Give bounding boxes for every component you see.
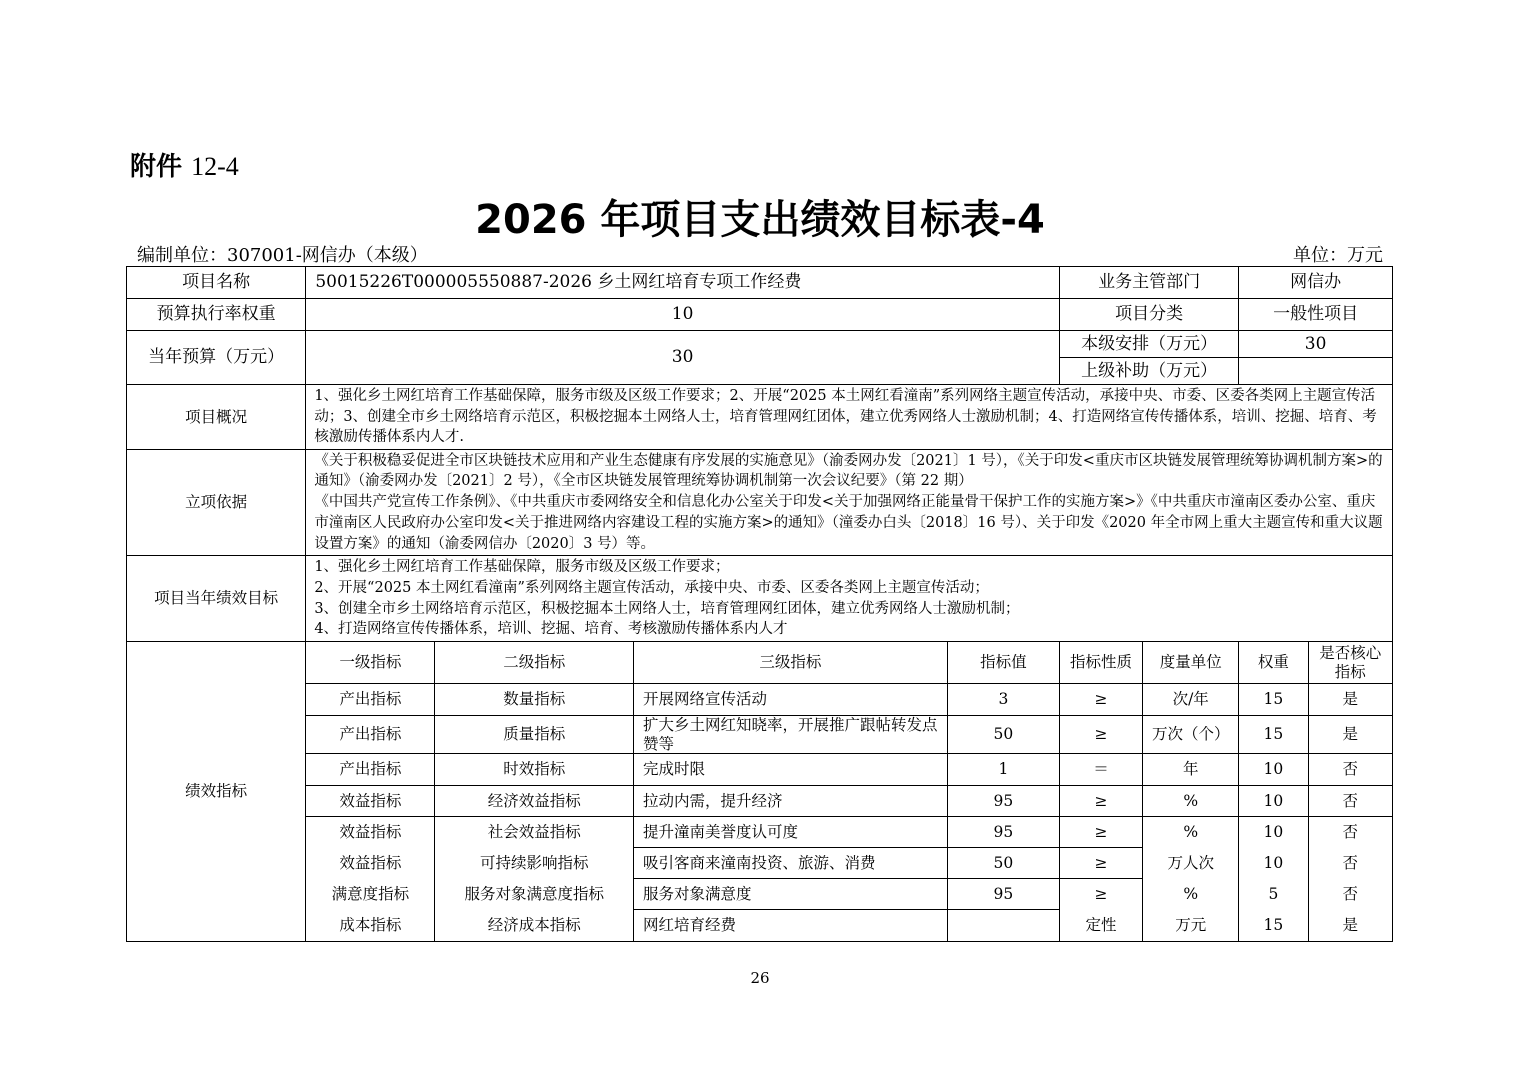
column-header: 度量单位 [1143, 642, 1239, 684]
table-row [127, 684, 1393, 716]
goals-row [127, 556, 1393, 642]
goal-item: 3、创建全市乡土网络培育示范区，积极挖掘本土网络人士，培育管理网红团体，建立优秀网络人士激励机制； [314, 600, 1020, 617]
core-cell: 是 [1308, 716, 1392, 754]
core-cell: 是 [1308, 910, 1392, 942]
goals-label: 项目当年绩效目标 [127, 556, 306, 642]
core-cell: 否 [1308, 817, 1392, 848]
column-header: 指标性质 [1059, 642, 1142, 684]
level2-cell: 社会效益指标 [435, 817, 634, 848]
value-cell: 95 [947, 879, 1059, 910]
level3-cell: 扩大乡土网红知晓率，开展推广跟帖转发点赞等 [634, 716, 948, 754]
compiling-unit: 编制单位：307001-网信办（本级） [137, 245, 428, 266]
dept-value: 网信办 [1239, 267, 1393, 299]
level3-cell: 开展网络宣传活动 [634, 684, 948, 716]
nature-cell: ≥ [1059, 786, 1142, 817]
weight-cell: 10 [1239, 754, 1308, 786]
basis-text [306, 450, 1393, 556]
level1-cell: 产出指标 [306, 754, 435, 786]
value-cell: 95 [947, 817, 1059, 848]
column-header: 权重 [1239, 642, 1308, 684]
weight-cell: 15 [1239, 716, 1308, 754]
column-header: 一级指标 [306, 642, 435, 684]
weight-cell: 10 [1239, 848, 1308, 879]
level3-cell: 提升潼南美誉度认可度 [634, 817, 948, 848]
unit-cell: 次/年 [1143, 684, 1239, 716]
level2-cell: 可持续影响指标 [435, 848, 634, 879]
unit-cell: % [1143, 817, 1239, 848]
basis-label: 立项依据 [127, 450, 306, 556]
level2-cell: 经济效益指标 [435, 786, 634, 817]
local-budget-value: 30 [1239, 331, 1393, 358]
level3-cell: 吸引客商来潼南投资、旅游、消费 [634, 848, 948, 879]
level1-cell: 满意度指标 [306, 879, 435, 910]
currency-unit: 单位：万元 [1293, 245, 1383, 266]
unit-cell: % [1143, 786, 1239, 817]
overview-text: 1、强化乡土网红培育工作基础保障，服务市级及区级工作要求；2、开展“2025 本土网红看潼南”系列网络主题宣传活动，承接中央、市委、区委各类网上主题宣传活动；3、创建全市乡土网络培育示范区，积极挖掘本土网络人士，培育管理网红团体，建立优秀网络人士激励机制；4、打造网络宣传传播体系，培训、挖掘、培育、考核激励传播体系内人才. [306, 385, 1393, 450]
table-row [127, 879, 1393, 910]
table-row [127, 786, 1393, 817]
basis-paragraph: 《中国共产党宣传工作条例》、《中共重庆市委网络安全和信息化办公室关于印发<关于加强网络正能量骨干保护工作的实施方案>》《中共重庆市潼南区委办公室、重庆市潼南区人民政府办公室印发<关于推进网络内容建设工程的实施方案>的通知》（潼委办白头〔2018〕16 号）、关于印发《2020 年全市网上重大主题宣传和重大议题设置方案》的通知（渝委网信办〔2020〕3 号）等。 [314, 494, 1383, 552]
level2-cell: 经济成本指标 [435, 910, 634, 942]
unit-cell: 万人次 [1143, 848, 1239, 879]
indicator-header-row [127, 642, 1393, 684]
level3-cell: 服务对象满意度 [634, 879, 948, 910]
core-cell: 否 [1308, 848, 1392, 879]
subsidy-value [1239, 358, 1393, 385]
level2-cell: 质量指标 [435, 716, 634, 754]
unit-cell: 万元 [1143, 910, 1239, 942]
unit-cell: 年 [1143, 754, 1239, 786]
core-cell: 否 [1308, 879, 1392, 910]
nature-cell: ≥ [1059, 684, 1142, 716]
project-name-label: 项目名称 [127, 267, 306, 299]
level1-cell: 产出指标 [306, 684, 435, 716]
table-row [127, 817, 1393, 848]
level2-cell: 时效指标 [435, 754, 634, 786]
page-number: 26 [750, 969, 770, 987]
table-row [127, 716, 1393, 754]
unit-cell: 万次（个） [1143, 716, 1239, 754]
nature-cell: ≥ [1059, 817, 1142, 848]
value-cell: 1 [947, 754, 1059, 786]
level3-cell: 网红培育经费 [634, 910, 948, 942]
nature-cell: ≥ [1059, 716, 1142, 754]
attachment-label: 附件 12-4 [130, 152, 239, 182]
goal-item: 1、强化乡土网红培育工作基础保障，服务市级及区级工作要求； [314, 559, 730, 576]
column-header: 三级指标 [634, 642, 948, 684]
weight-cell: 10 [1239, 786, 1308, 817]
core-cell: 是 [1308, 684, 1392, 716]
budget-value: 30 [306, 331, 1060, 385]
value-cell: 50 [947, 716, 1059, 754]
nature-cell: ≥ [1059, 879, 1142, 910]
value-cell [947, 910, 1059, 942]
core-cell: 否 [1308, 786, 1392, 817]
table-row [127, 754, 1393, 786]
level3-cell: 拉动内需，提升经济 [634, 786, 948, 817]
performance-table [126, 266, 1393, 942]
weight-label: 预算执行率权重 [127, 299, 306, 331]
table-row [127, 848, 1393, 879]
goals-text [306, 556, 1393, 642]
column-header: 是否核心指标 [1308, 642, 1392, 684]
budget-row [127, 331, 1393, 358]
level1-cell: 效益指标 [306, 848, 435, 879]
local-budget-label: 本级安排（万元） [1059, 331, 1238, 358]
level2-cell: 服务对象满意度指标 [435, 879, 634, 910]
weight-cell: 10 [1239, 817, 1308, 848]
indicators-label: 绩效指标 [127, 642, 306, 942]
level1-cell: 成本指标 [306, 910, 435, 942]
level3-cell: 完成时限 [634, 754, 948, 786]
category-value: 一般性项目 [1239, 299, 1393, 331]
weight-cell: 15 [1239, 910, 1308, 942]
weight-row [127, 299, 1393, 331]
unit-cell: % [1143, 879, 1239, 910]
column-header: 二级指标 [435, 642, 634, 684]
overview-label: 项目概况 [127, 385, 306, 450]
weight-cell: 15 [1239, 684, 1308, 716]
nature-cell: ＝ [1059, 754, 1142, 786]
project-name-row [127, 267, 1393, 299]
goal-item: 2、开展“2025 本土网红看潼南”系列网络主题宣传活动，承接中央、市委、区委各类网上主题宣传活动； [314, 579, 989, 596]
level2-cell: 数量指标 [435, 684, 634, 716]
value-cell: 50 [947, 848, 1059, 879]
subsidy-label: 上级补助（万元） [1059, 358, 1238, 385]
weight-value: 10 [306, 299, 1060, 331]
column-header: 指标值 [947, 642, 1059, 684]
page-title: 2026 年项目支出绩效目标表-4 [475, 197, 1045, 243]
value-cell: 3 [947, 684, 1059, 716]
level1-cell: 产出指标 [306, 716, 435, 754]
nature-cell: 定性 [1059, 910, 1142, 942]
weight-cell: 5 [1239, 879, 1308, 910]
project-name-value: 50015226T000005550887-2026 乡土网红培育专项工作经费 [306, 267, 1060, 299]
core-cell: 否 [1308, 754, 1392, 786]
nature-cell: ≥ [1059, 848, 1142, 879]
level1-cell: 效益指标 [306, 817, 435, 848]
table-row [127, 910, 1393, 942]
category-label: 项目分类 [1059, 299, 1238, 331]
level1-cell: 效益指标 [306, 786, 435, 817]
value-cell: 95 [947, 786, 1059, 817]
basis-row [127, 450, 1393, 556]
dept-label: 业务主管部门 [1059, 267, 1238, 299]
goal-item: 4、打造网络宣传传播体系，培训、挖掘、培育、考核激励传播体系内人才 [314, 621, 788, 638]
budget-label: 当年预算（万元） [127, 331, 306, 385]
basis-paragraph: 《关于积极稳妥促进全市区块链技术应用和产业生态健康有序发展的实施意见》（渝委网办发〔2021〕1 号），《关于印发<重庆市区块链发展管理统筹协调机制方案>的通知》（渝委网办发〔2021〕2 号），《全市区块链发展管理统筹协调机制第一次会议纪要》（第 22 期） [314, 452, 1383, 490]
overview-row [127, 385, 1393, 450]
